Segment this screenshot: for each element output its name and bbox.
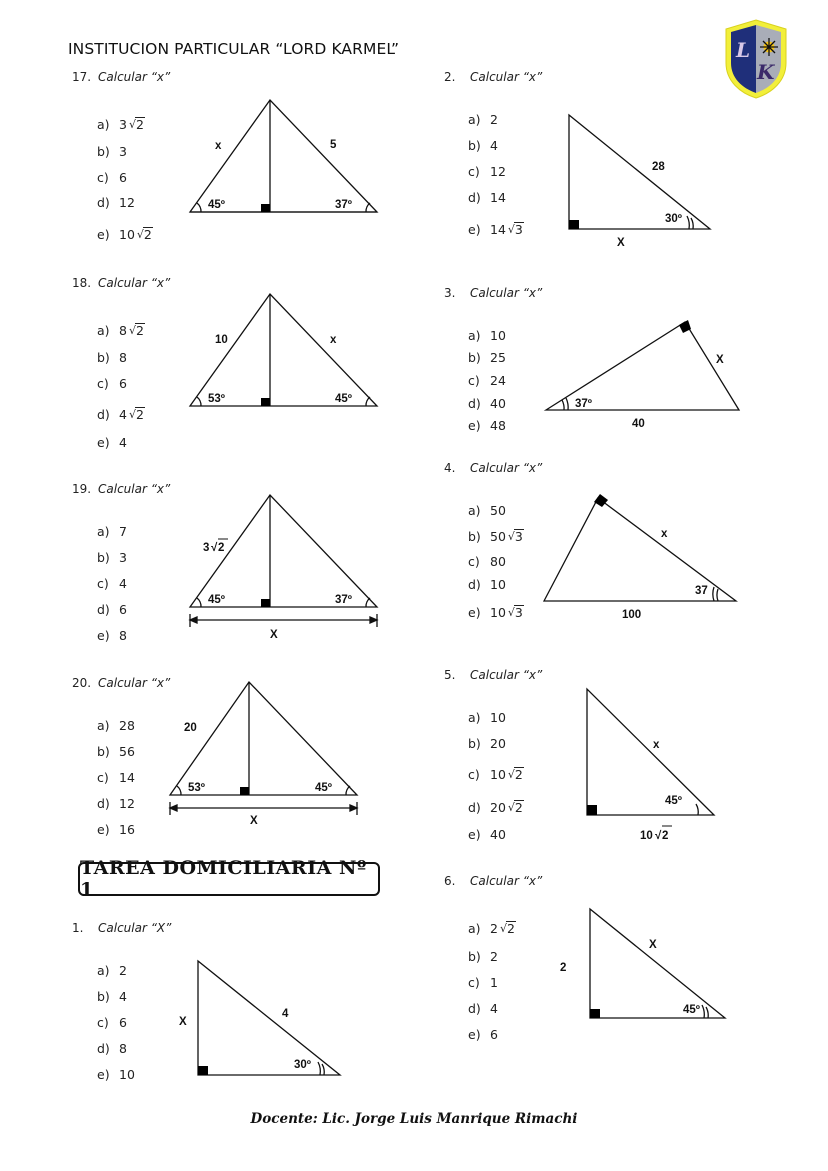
problem-5-title: 5. Calcular “x” (444, 668, 543, 682)
svg-text:45º: 45º (208, 199, 225, 211)
option-b[interactable]: b) 8 (97, 350, 127, 365)
option-b[interactable]: b) 2 (468, 949, 498, 964)
school-shield-logo (720, 17, 792, 101)
svg-text:30º: 30º (294, 1059, 311, 1071)
option-b[interactable]: b) 3 (97, 144, 127, 159)
problem-3-figure (540, 315, 750, 435)
svg-text:x: x (653, 739, 660, 751)
svg-text:40: 40 (632, 418, 645, 430)
logo-letter-k: K (757, 60, 775, 84)
svg-text:X: X (716, 354, 724, 366)
option-d[interactable]: d) 14 (468, 190, 506, 205)
option-d[interactable]: d) 6 (97, 602, 127, 617)
svg-text:x: x (215, 140, 222, 152)
problem-17-title: 17. Calcular “x” (72, 70, 171, 84)
svg-text:45º: 45º (335, 393, 352, 405)
svg-text:37º: 37º (335, 199, 352, 211)
svg-text:53º: 53º (188, 782, 205, 794)
option-e[interactable]: e) 16 (97, 822, 135, 837)
problem-17-options (97, 117, 187, 247)
problem-18-options (97, 323, 187, 453)
svg-text:10: 10 (215, 334, 228, 346)
option-e[interactable]: e) 40 (468, 827, 506, 842)
option-c[interactable]: c) 12 (468, 164, 506, 179)
option-a[interactable]: a) 3 √ 2 (97, 117, 144, 132)
svg-text:X: X (179, 1016, 187, 1028)
option-d[interactable]: d) 12 (97, 195, 135, 210)
problem-18-figure (180, 286, 390, 416)
option-c[interactable]: c) 1 (468, 975, 498, 990)
homework-banner: TAREA DOMICILIARIA Nº 1 (78, 862, 380, 896)
option-a[interactable]: a) 50 (468, 503, 506, 518)
option-d[interactable]: d) 20 √ 2 (468, 800, 523, 815)
problem-20-title: 20. Calcular “x” (72, 676, 171, 690)
option-c[interactable]: c) 6 (97, 1015, 127, 1030)
option-e[interactable]: e) 10 (97, 1067, 135, 1082)
option-a[interactable]: a) 2 (97, 963, 127, 978)
svg-text:45º: 45º (315, 782, 332, 794)
svg-text:X: X (270, 629, 278, 641)
option-a[interactable]: a) 2 √ 2 (468, 921, 515, 936)
problem-2-options (468, 112, 558, 242)
logo-letter-l: L (736, 38, 751, 62)
svg-text:10: 10 (640, 830, 653, 842)
problem-4-figure (540, 490, 750, 625)
option-b[interactable]: b) 4 (468, 138, 498, 153)
option-d[interactable]: d) 4 √ 2 (97, 407, 144, 422)
option-e[interactable]: e) 6 (468, 1027, 498, 1042)
problem-6-title: 6. Calcular “x” (444, 874, 543, 888)
svg-text:28: 28 (652, 161, 665, 173)
svg-text:x: x (661, 528, 668, 540)
svg-text:45º: 45º (208, 594, 225, 606)
option-a[interactable]: a) 10 (468, 710, 506, 725)
teacher-footer: Docente: Lic. Jorge Luis Manrique Rimachi (250, 1111, 578, 1127)
svg-text:2: 2 (560, 962, 567, 974)
option-a[interactable]: a) 8 √ 2 (97, 323, 144, 338)
option-a[interactable]: a) 7 (97, 524, 127, 539)
option-e[interactable]: e) 14 √ 3 (468, 222, 523, 237)
option-e[interactable]: e) 48 (468, 418, 506, 433)
svg-text:X: X (617, 237, 625, 249)
svg-text:5: 5 (330, 139, 337, 151)
option-c[interactable]: c) 6 (97, 170, 127, 185)
problem-5-figure (580, 685, 730, 845)
option-c[interactable]: c) 80 (468, 554, 506, 569)
svg-text:20: 20 (184, 722, 197, 734)
svg-text:x: x (330, 334, 337, 346)
svg-text:37º: 37º (335, 594, 352, 606)
problem-19-options (97, 524, 187, 654)
option-c[interactable]: c) 24 (468, 373, 506, 388)
problem-2-figure (560, 110, 720, 255)
option-a[interactable]: a) 2 (468, 112, 498, 127)
svg-text:2: 2 (218, 542, 225, 554)
svg-text:53º: 53º (208, 393, 225, 405)
problem-19-title: 19. Calcular “x” (72, 482, 171, 496)
svg-text:45º: 45º (683, 1004, 700, 1016)
problem-5-options (468, 710, 558, 840)
svg-text:2: 2 (662, 830, 669, 842)
svg-text:37º: 37º (575, 398, 592, 410)
option-d[interactable]: d) 8 (97, 1041, 127, 1056)
option-b[interactable]: b) 50 √ 3 (468, 529, 523, 544)
problem-1-figure (170, 955, 350, 1085)
problem-4-title: 4. Calcular “x” (444, 461, 543, 475)
problem-20-figure (160, 675, 370, 835)
svg-text:X: X (649, 939, 657, 951)
svg-text:√: √ (211, 542, 218, 554)
svg-text:√: √ (655, 830, 662, 842)
option-a[interactable]: a) 28 (97, 718, 135, 733)
svg-text:3: 3 (203, 542, 210, 554)
option-b[interactable]: b) 20 (468, 736, 506, 751)
option-b[interactable]: b) 3 (97, 550, 127, 565)
problem-1-title: 1. Calcular “X” (72, 921, 172, 935)
svg-text:37: 37 (695, 585, 708, 597)
option-b[interactable]: b) 25 (468, 350, 506, 365)
option-c[interactable]: c) 6 (97, 376, 127, 391)
option-b[interactable]: b) 56 (97, 744, 135, 759)
svg-text:4: 4 (282, 1008, 289, 1020)
svg-text:X: X (250, 815, 258, 827)
option-e[interactable]: e) 10 √ 3 (468, 605, 523, 620)
svg-text:45º: 45º (665, 795, 682, 807)
problem-6-options (468, 921, 558, 1046)
option-c[interactable]: c) 14 (97, 770, 135, 785)
problem-6-figure (555, 900, 735, 1030)
problem-19-figure (180, 487, 390, 642)
institution-title: INSTITUCION PARTICULAR “LORD KARMEL” (68, 40, 400, 58)
problem-3-title: 3. Calcular “x” (444, 286, 543, 300)
problem-17-figure (180, 90, 390, 220)
option-e[interactable]: e) 8 (97, 628, 127, 643)
option-d[interactable]: d) 4 (468, 1001, 498, 1016)
option-d[interactable]: d) 12 (97, 796, 135, 811)
option-c[interactable]: c) 10 √ 2 (468, 767, 523, 782)
option-d[interactable]: d) 10 (468, 577, 506, 592)
option-e[interactable]: e) 4 (97, 435, 127, 450)
option-e[interactable]: e) 10 √ 2 (97, 227, 152, 242)
svg-text:100: 100 (622, 609, 642, 621)
svg-text:30º: 30º (665, 213, 682, 225)
problem-2-title: 2. Calcular “x” (444, 70, 543, 84)
option-c[interactable]: c) 4 (97, 576, 127, 591)
option-a[interactable]: a) 10 (468, 328, 506, 343)
option-d[interactable]: d) 40 (468, 396, 506, 411)
option-b[interactable]: b) 4 (97, 989, 127, 1004)
problem-18-title: 18. Calcular “x” (72, 276, 171, 290)
